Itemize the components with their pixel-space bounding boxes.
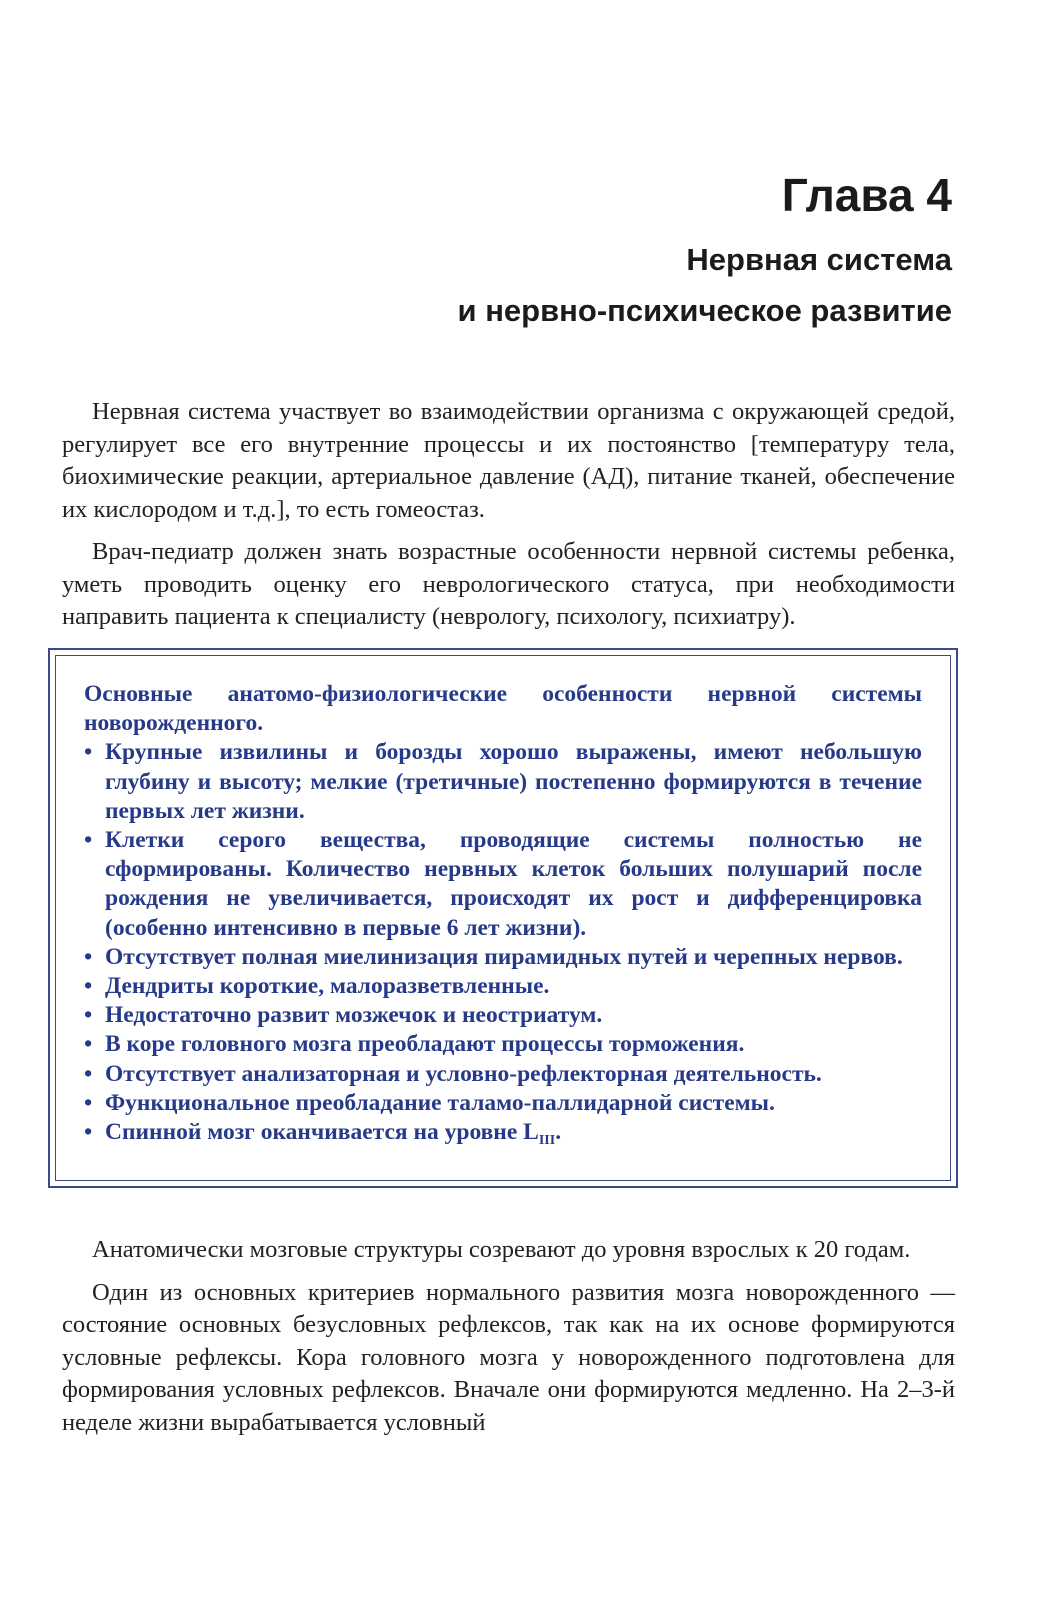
list-item xyxy=(84,1001,922,1030)
info-box xyxy=(48,648,958,1188)
chapter-title-line-2: и нервно-психическое развитие xyxy=(457,293,952,328)
intro-paragraph-2: Врач-педиатр должен знать возрастные особенности нервной системы ребенка, уметь проводить оценку его неврологического статуса, при необходимости направить пациента к специалисту (неврологу, психологу, психиатру). xyxy=(62,538,955,630)
list-item-suffix: . xyxy=(555,1119,562,1146)
list-item xyxy=(84,943,922,972)
bullet-icon: • xyxy=(84,1060,93,1087)
bullet-icon: • xyxy=(84,1002,93,1029)
list-item-text: Отсутствует анализаторная и условно-рефлекторная деятельность. xyxy=(105,1060,822,1087)
list-item xyxy=(84,738,922,826)
after-paragraph-2: Один из основных критериев нормального развития мозга новорожденного — состояние основных безусловных рефлексов, так как на их основе формируются условные рефлексы. Кора головного мозга у новорожденного подготовлена для формирования условных рефлексов. Вначале они формируются медленно. На 2–3-й неделе жизни вырабатывается условный xyxy=(62,1278,955,1436)
list-item xyxy=(84,826,922,943)
list-item xyxy=(84,972,922,1001)
list-item xyxy=(84,1089,922,1118)
list-item xyxy=(84,1030,922,1059)
bullet-icon: • xyxy=(84,739,93,766)
info-box-heading: Основные анатомо-физиологические особенности нервной системы новорожденного. xyxy=(84,681,922,737)
list-item-text: Крупные извилины и борозды хорошо выражены, имеют небольшую глубину и высоту; мелкие (третичные) постепенно формируются в течение первых лет жизни. xyxy=(105,739,922,824)
bullet-icon: • xyxy=(84,1089,93,1116)
bullet-icon: • xyxy=(84,973,93,1000)
bullet-icon: • xyxy=(84,1119,93,1146)
list-item-text: Клетки серого вещества, проводящие системы полностью не сформированы. Количество нервных клеток больших полушарий после рождения не увеличивается, происходят их рост и дифференцировка (особенно интенсивно в первые 6 лет жизни). xyxy=(105,827,922,941)
info-box-list xyxy=(84,738,922,1155)
intro-paragraph-1: Нервная система участвует во взаимодействии организма с окружающей средой, регулирует все его внутренние процессы и их постоянство [температуру тела, биохимические реакции, артериальное давление (АД), питание тканей, обеспечение их кислородом и т.д.], то есть гомеостаз. xyxy=(62,398,955,523)
chapter-title-line-1: Нервная система xyxy=(686,242,952,277)
bullet-icon: • xyxy=(84,1031,93,1058)
chapter-label: Глава 4 xyxy=(781,169,952,221)
list-item-text: Функциональное преобладание таламо-паллидарной системы. xyxy=(105,1089,775,1116)
continuation-text xyxy=(62,1234,955,1449)
list-item-text: В коре головного мозга преобладают процессы торможения. xyxy=(105,1031,745,1058)
list-item-text: Отсутствует полная миелинизация пирамидных путей и черепных нервов. xyxy=(105,943,903,970)
bullet-icon: • xyxy=(84,827,93,854)
list-item-text: Дендриты короткие, малоразветвленные. xyxy=(105,973,550,1000)
info-box-inner-frame xyxy=(55,655,951,1181)
subscript-level: III xyxy=(538,1133,556,1149)
list-item-text: Недостаточно развит мозжечок и неостриатум. xyxy=(105,1002,603,1029)
chapter-title xyxy=(152,234,952,336)
bullet-icon: • xyxy=(84,943,93,970)
after-paragraph-1: Анатомически мозговые структуры созревают до уровня взрослых к 20 годам. xyxy=(92,1236,911,1263)
intro-text xyxy=(62,396,955,644)
list-item xyxy=(84,1060,922,1089)
list-item-text: Спинной мозг оканчивается на уровне L xyxy=(105,1119,539,1146)
list-item xyxy=(84,1118,922,1155)
